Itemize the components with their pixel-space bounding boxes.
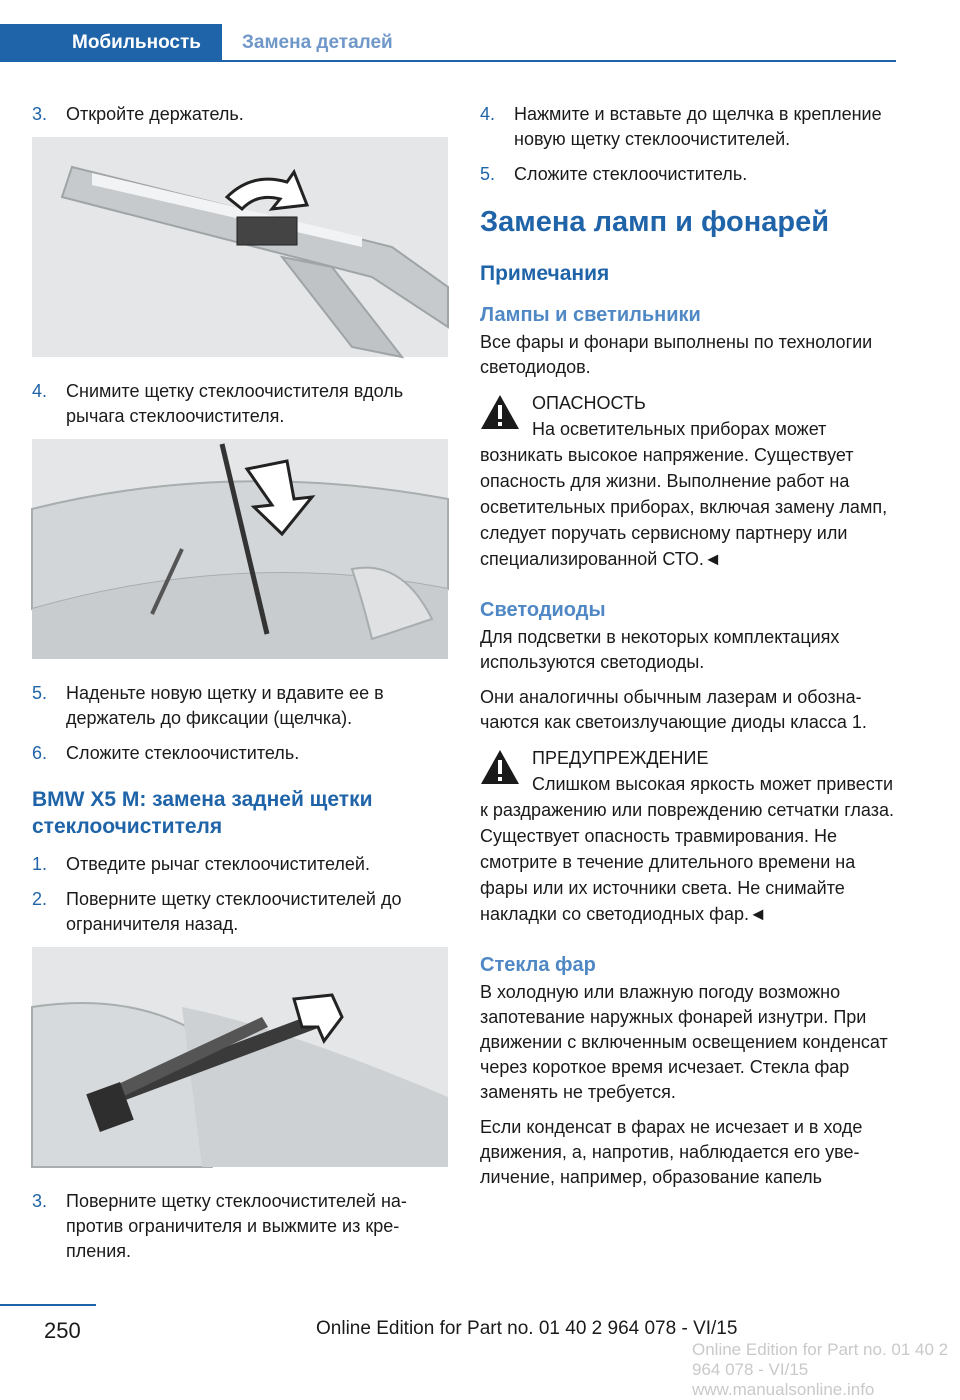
warning-danger [480,390,898,572]
step-number: 2. [32,889,48,909]
warning-triangle-icon [480,749,520,785]
paragraph-leds-1: Для подсветки в некоторых комплектациях используются светодиоды. [480,627,840,672]
step-fold-wiper [32,741,448,766]
heading-rear-wiper: BMW X5 M: замена задней щетки стеклоочистителя [32,788,373,838]
warning-caution [480,745,898,927]
step-number: 4. [32,381,48,401]
step-turn-blade-back [32,887,448,937]
heading-lamps: Замена ламп и фонарей [480,206,830,238]
step-number: 5. [32,683,48,703]
warning-title: ПРЕДУПРЕЖДЕНИЕ [532,748,709,768]
tab-replacing-parts[interactable]: Замена деталей [242,32,393,53]
right-column [480,102,898,1200]
subheading-leds: Светодиоды [480,599,606,621]
paragraph-lamps: Все фары и фонари выполнены по технологии светодиодов. [480,332,873,377]
step-number: 3. [32,1191,48,1211]
illustration-front-wiper [32,439,448,659]
step-text: Сложите стеклоочиститель. [66,743,300,763]
step-text: Поверните щетку стеклоочистителей до ограничителя назад. [66,889,402,934]
warning-text: Слишком высокая яркость может привести к раздражению или повреждению сетчатки глаза. Существует опасность травмирования. Не смотрите в течение длительного времени на фары или их источники света. Не снимайте накладки со светодиодных фар.◄ [480,774,894,924]
page-header [0,0,960,66]
subheading-headlight-glass: Стекла фар [480,954,596,976]
step-text: Поверните щетку стеклоочистителей напротив ограничителя и выжмите из крепления. [66,1191,407,1261]
step-turn-blade-remove [32,1189,448,1264]
left-column [32,102,448,1274]
step-text: Нажмите и вставьте до щелчка в крепление новую щетку стеклоочистителей. [514,104,882,149]
subheading-lamps: Лампы и светильники [480,304,701,326]
step-fit-new-blade [32,681,448,731]
warning-triangle-icon [480,394,520,430]
warning-title: ОПАСНОСТЬ [532,393,646,413]
step-text: Наденьте новую щетку и вдавите ее в держатель до фиксации (щелчка). [66,683,384,728]
watermark: Online Edition for Part no. 01 40 2 964 078 - VI/15 www.manualsonline.info [692,1340,949,1399]
step-fold-wiper-rear [480,162,898,187]
step-remove-blade [32,379,448,429]
paragraph-glass-1: В холодную или влажную погоду возможно запотевание наружных фонарей изнутри. При движении с включенным освещением конденсат через короткое время исчезает. Стекла фар заменять не требуется. [480,982,888,1102]
step-number: 3. [32,104,48,124]
step-text: Отведите рычаг стеклоочистителей. [66,854,370,874]
warning-text: На осветительных приборах может возникать высокое напряжение. Существует опасность для жизни. Выполнение работ на осветительных приборах, включая замену ламп, следует поручать сервисному партнеру или специализированной СТО.◄ [480,419,888,569]
step-insert-new-blade [480,102,898,152]
illustration-rear-wiper [32,947,448,1167]
step-text: Откройте держатель. [66,104,244,124]
step-text: Снимите щетку стеклоочистителя вдоль рычага стеклоочистителя. [66,381,404,426]
step-number: 5. [480,164,496,184]
step-lift-arm [32,852,448,877]
heading-notes: Примечания [480,262,610,285]
step-number: 1. [32,854,48,874]
illustration-wiper-holder [32,137,448,357]
edition-info: Online Edition for Part no. 01 40 2 964 078 - VI/15 [316,1318,738,1339]
step-open-holder [32,102,448,127]
page-number: 250 [44,1318,81,1343]
paragraph-leds-2: Они аналогичны обычным лазерам и обозначаются как светоизлучающие диоды класса 1. [480,687,867,732]
step-text: Сложите стеклоочиститель. [514,164,748,184]
footer-rule [0,1304,96,1306]
step-number: 6. [32,743,48,763]
tab-mobility[interactable]: Мобильность [0,24,222,62]
paragraph-glass-2: Если конденсат в фарах не исчезает и в ходе движения, а, напротив, наблюдается его увеличение, например, образование капель [480,1117,863,1187]
header-rule [222,60,896,62]
step-number: 4. [480,104,496,124]
